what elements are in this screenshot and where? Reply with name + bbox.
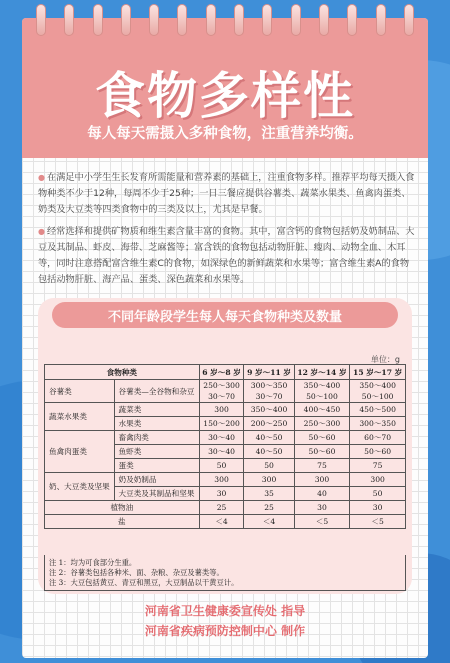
bullet-icon: ● — [38, 227, 45, 236]
value-cell: 50 — [199, 459, 244, 473]
food-item-cell: 畜禽肉类 — [114, 431, 199, 445]
food-group-cell: 奶、大豆类及坚果 — [45, 473, 115, 501]
ring — [262, 4, 272, 36]
value-cell: 400～450 — [294, 403, 350, 417]
value-cell: 300～350 — [350, 417, 406, 431]
food-group-cell: 蔬菜水果类 — [45, 403, 115, 431]
value-cell: 300 — [294, 473, 350, 487]
food-item-cell: 蔬菜类 — [114, 403, 199, 417]
value-cell: ＜5 — [294, 515, 350, 529]
food-table-card — [38, 298, 412, 594]
value-cell: 40 — [294, 487, 350, 501]
value-cell: 50 — [244, 459, 294, 473]
value-cell: 250～300 — [294, 417, 350, 431]
value-cell: 25 — [244, 501, 294, 515]
food-item-cell: 鱼虾类 — [114, 445, 199, 459]
food-item-cell: 谷薯类—全谷物和杂豆 — [114, 380, 199, 403]
header-cell: 12 岁～14 岁 — [294, 365, 350, 380]
header-banner — [22, 18, 428, 158]
food-group-cell: 谷薯类 — [45, 380, 115, 403]
value-cell: 200～250 — [244, 417, 294, 431]
table-row — [45, 403, 406, 417]
food-item-cell: 大豆类及其制品和坚果 — [114, 487, 199, 501]
note-line: 注 2：谷薯类包括各种米、面、杂粮、杂豆及薯类等。 — [49, 568, 224, 577]
value-cell: 30～40 — [199, 445, 244, 459]
value-cell: 250～300 30～70 — [199, 380, 244, 403]
value-cell: 450～500 — [350, 403, 406, 417]
value-cell: 300 — [350, 473, 406, 487]
food-item-cell: 植物油 — [45, 501, 200, 515]
table-header-row — [45, 365, 406, 380]
value-cell: ＜4 — [244, 515, 294, 529]
value-cell: 35 — [244, 487, 294, 501]
ring — [291, 4, 301, 36]
table-notes — [44, 555, 406, 591]
header-cell: 6 岁～8 岁 — [199, 365, 244, 380]
notebook-rings — [36, 4, 414, 38]
ring — [93, 4, 103, 36]
footer-guidance: 河南省卫生健康委宣传处 指导 — [144, 604, 306, 618]
food-item-cell: 水果类 — [114, 417, 199, 431]
paragraph-1: ● 在满足中小学生生长发育所需能量和营养素的基础上，注重食物多样。推荐平均每天摄入食物种类不少于12种，每周不少于25种；一日三餐应提供谷薯类、蔬菜水果类、鱼禽肉蛋类、奶类及大豆类等四类食物中的三类及以上，尤其是早餐。 — [38, 172, 415, 215]
value-cell: 150～200 — [199, 417, 244, 431]
ring — [149, 4, 159, 36]
value-cell: 350～400 50～100 — [350, 380, 406, 403]
value-cell: 350～400 — [244, 403, 294, 417]
ring — [376, 4, 386, 36]
table-row — [45, 515, 406, 529]
table-unit: 单位：g — [370, 355, 400, 364]
value-cell: 40～50 — [244, 431, 294, 445]
value-cell: 30 — [350, 501, 406, 515]
poster-title: 食物多样性 — [95, 67, 355, 125]
table-title: 不同年龄段学生每人每天食物种类及数量 — [107, 310, 342, 325]
table-row — [45, 431, 406, 445]
header-cell: 15 岁～17 岁 — [350, 365, 406, 380]
paragraph-2: ● 经常选择和提供矿物质和维生素含量丰富的食物。其中，富含钙的食物包括奶及奶制品、大豆及其制品、虾皮、海带、芝麻酱等；富含铁的食物包括动物肝脏、瘦肉、动物全血、木耳等，同时注意搭配富含维生素C的食物，如深绿色的新鲜蔬菜和水果等；富含维生素A的食物包括动物肝脏、海产品、蛋类、深色蔬菜和水果等。 — [38, 226, 415, 285]
ring — [319, 4, 329, 36]
poster-subtitle: 每人每天需摄入多种食物，注重营养均衡。 — [87, 126, 363, 142]
value-cell: 300 — [244, 473, 294, 487]
ring — [121, 4, 131, 36]
value-cell: 40～50 — [244, 445, 294, 459]
value-cell: 30～40 — [199, 431, 244, 445]
footer-producer: 河南省疾病预防控制中心 制作 — [144, 624, 306, 638]
bullet-icon: ● — [38, 173, 45, 182]
value-cell: 300 — [199, 403, 244, 417]
value-cell: 300 — [199, 473, 244, 487]
ring — [347, 4, 357, 36]
food-table — [44, 364, 406, 529]
note-line: 注 1：均为可食部分生重。 — [49, 558, 137, 567]
table-row — [45, 501, 406, 515]
ring — [64, 4, 74, 36]
value-cell: 60～70 — [350, 431, 406, 445]
note-line: 注 3：大豆包括黄豆、青豆和黑豆，大豆制品以干黄豆计。 — [49, 578, 239, 587]
ring — [404, 4, 414, 36]
ring — [234, 4, 244, 36]
value-cell: 75 — [350, 459, 406, 473]
value-cell: ＜4 — [199, 515, 244, 529]
notebook-poster — [22, 18, 428, 658]
value-cell: 30 — [199, 487, 244, 501]
value-cell: 350～400 50～100 — [294, 380, 350, 403]
value-cell: ＜5 — [350, 515, 406, 529]
food-item-cell: 盐 — [45, 515, 200, 529]
table-row — [45, 380, 406, 403]
value-cell: 50 — [350, 487, 406, 501]
ring — [36, 4, 46, 36]
header-cell: 食物种类 — [45, 365, 200, 380]
value-cell: 30 — [294, 501, 350, 515]
value-cell: 300～350 30～70 — [244, 380, 294, 403]
table-row — [45, 473, 406, 487]
ring — [177, 4, 187, 36]
food-group-cell: 鱼禽肉蛋类 — [45, 431, 115, 473]
value-cell: 75 — [294, 459, 350, 473]
header-cell: 9 岁～11 岁 — [244, 365, 294, 380]
food-item-cell: 奶及奶制品 — [114, 473, 199, 487]
value-cell: 25 — [199, 501, 244, 515]
value-cell: 50～60 — [294, 431, 350, 445]
value-cell: 50～60 — [350, 445, 406, 459]
ring — [206, 4, 216, 36]
food-item-cell: 蛋类 — [114, 459, 199, 473]
value-cell: 50～60 — [294, 445, 350, 459]
